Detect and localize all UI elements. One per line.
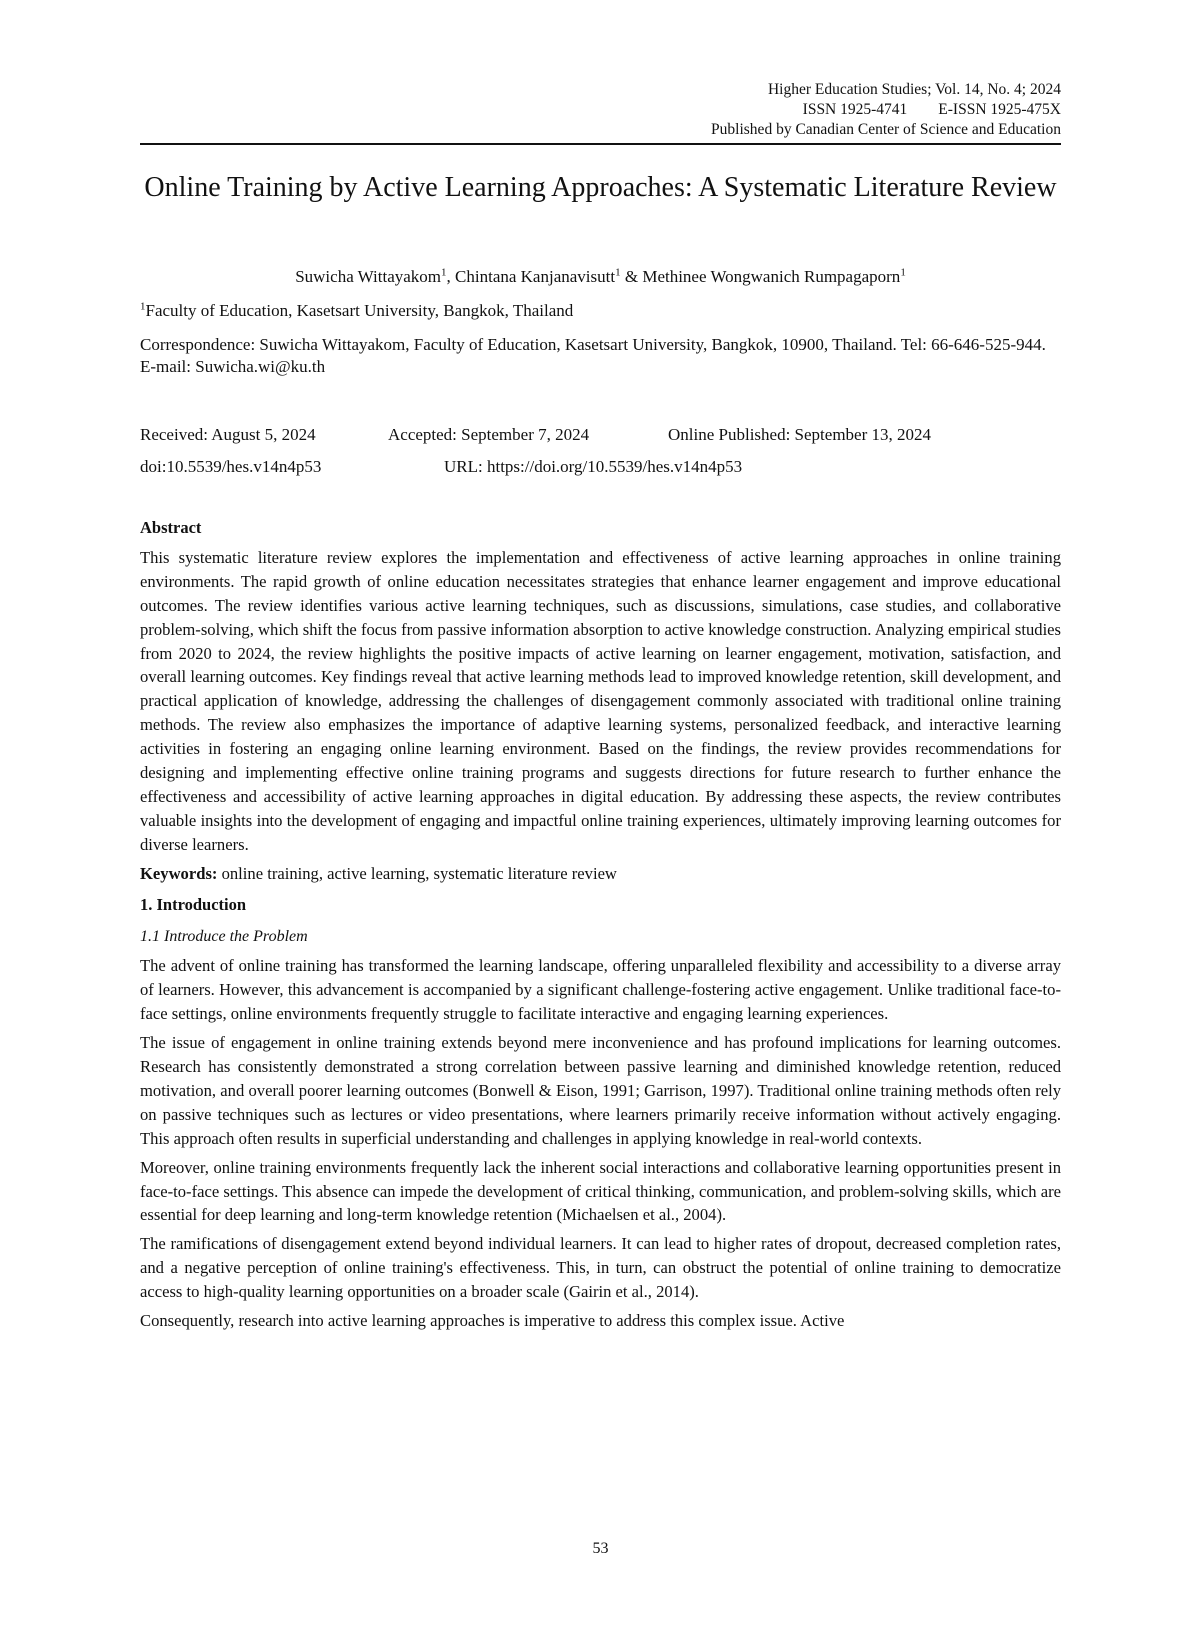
subsection-heading: 1.1 Introduce the Problem xyxy=(140,927,308,945)
paper-body xyxy=(140,516,1061,1338)
header-rule xyxy=(140,143,1061,145)
body-paragraph: The issue of engagement in online training extends beyond mere inconvenience and has profound implications for learning outcomes. Research has consistently demonstrated a strong correlation between passive learning and diminished knowledge retention, reduced motivation, and overall poorer learning outcomes (Bonwell & Eison, 1991; Garrison, 1997). Traditional online training methods often rely on passive techniques such as lectures or video presentations, where learners primarily receive information without actively engaging. This approach often results in superficial understanding and challenges in applying knowledge in real-world contexts. xyxy=(140,1033,1061,1148)
author-affiliation-mark: 1 xyxy=(441,266,447,279)
author-list xyxy=(140,266,1061,288)
correspondence: Correspondence: Suwicha Wittayakom, Faculty of Education, Kasetsart University, Bangkok, 10900, Thailand. Tel: 66-646-525-944. E-mail: Suwicha.wi@ku.th xyxy=(140,335,1046,376)
author-name: Methinee Wongwanich Rumpagaporn xyxy=(642,267,901,286)
journal-issn: ISSN 1925-4741 E-ISSN 1925-475X xyxy=(802,101,1061,118)
doi: doi:10.5539/hes.v14n4p53 xyxy=(140,457,322,476)
section-heading: 1. Introduction xyxy=(140,894,247,914)
journal-header xyxy=(140,80,1061,140)
author-name: Chintana Kanjanavisutt xyxy=(455,267,616,286)
publication-dates xyxy=(140,424,1061,488)
journal-publisher: Published by Canadian Center of Science and Education xyxy=(711,121,1061,138)
received-date: Received: August 5, 2024 xyxy=(140,425,316,444)
paper-title: Online Training by Active Learning Approaches: A Systematic Literature Review xyxy=(144,172,1057,203)
author-separator: , xyxy=(446,267,456,286)
author-separator: & xyxy=(620,267,643,286)
affiliation-mark: 1 xyxy=(140,300,146,313)
keywords xyxy=(140,862,1061,886)
affiliation xyxy=(140,300,1061,322)
body-paragraph: Moreover, online training environments frequently lack the inherent social interactions and collaborative learning opportunities present in face-to-face settings. This absence can impede the development of critical thinking, communication, and problem-solving skills, which are essential for deep learning and long-term knowledge retention (Michaelsen et al., 2004). xyxy=(140,1157,1061,1225)
abstract-heading: Abstract xyxy=(140,518,202,537)
affiliation-text: Faculty of Education, Kasetsart University, Bangkok, Thailand xyxy=(145,301,574,320)
accepted-date: Accepted: September 7, 2024 xyxy=(388,425,590,444)
doi-url-link[interactable]: URL: https://doi.org/10.5539/hes.v14n4p53 xyxy=(444,457,743,476)
keywords-label: Keywords: xyxy=(140,863,218,883)
keywords-text: online training, active learning, systematic literature review xyxy=(217,863,617,883)
page-number: 53 xyxy=(592,1540,609,1557)
body-paragraph: The ramifications of disengagement extend beyond individual learners. It can lead to higher rates of dropout, decreased completion rates, and a negative perception of online training's effectiveness. This, in turn, can obstruct the potential of online training to democratize access to high-quality learning opportunities on a broader scale (Gairin et al., 2014). xyxy=(140,1234,1061,1302)
body-paragraph: The advent of online training has transformed the learning landscape, offering unparalleled flexibility and accessibility to a diverse array of learners. However, this advancement is accompanied by a significant challenge-fostering active engagement. Unlike traditional face-to-face settings, online environments frequently struggle to facilitate interactive and engaging learning experiences. xyxy=(140,956,1061,1024)
body-paragraph: Consequently, research into active learning approaches is imperative to address this complex issue. Active xyxy=(140,1311,845,1331)
author-affiliation-mark: 1 xyxy=(615,266,621,279)
author-affiliation-mark: 1 xyxy=(900,266,906,279)
abstract-text: This systematic literature review explores the implementation and effectiveness of active learning approaches in online training environments. The rapid growth of online education necessitates strategies that enhance learner engagement and improve educational outcomes. The review identifies various active learning techniques, such as discussions, simulations, case studies, and collaborative problem-solving, which shift the focus from passive information absorption to active knowledge construction. Analyzing empirical studies from 2020 to 2024, the review highlights the positive impacts of active learning on learner engagement, motivation, satisfaction, and overall learning outcomes. Key findings reveal that active learning methods lead to improved knowledge retention, skill development, and practical application of knowledge, addressing the challenges of disengagement commonly associated with traditional online training methods. The review also emphasizes the importance of adaptive learning systems, personalized feedback, and interactive learning activities in fostering an engaging online learning environment. Based on the findings, the review provides recommendations for designing and implementing effective online training programs and suggests directions for future research to further enhance the effectiveness and accessibility of active learning approaches in digital education. By addressing these aspects, the review contributes valuable insights into the development of engaging and impactful online training experiences, ultimately improving learning outcomes for diverse learners. xyxy=(140,547,1061,854)
journal-citation: Higher Education Studies; Vol. 14, No. 4; 2024 xyxy=(767,81,1061,98)
published-date: Online Published: September 13, 2024 xyxy=(668,425,932,444)
author-name: Suwicha Wittayakom xyxy=(295,267,442,286)
